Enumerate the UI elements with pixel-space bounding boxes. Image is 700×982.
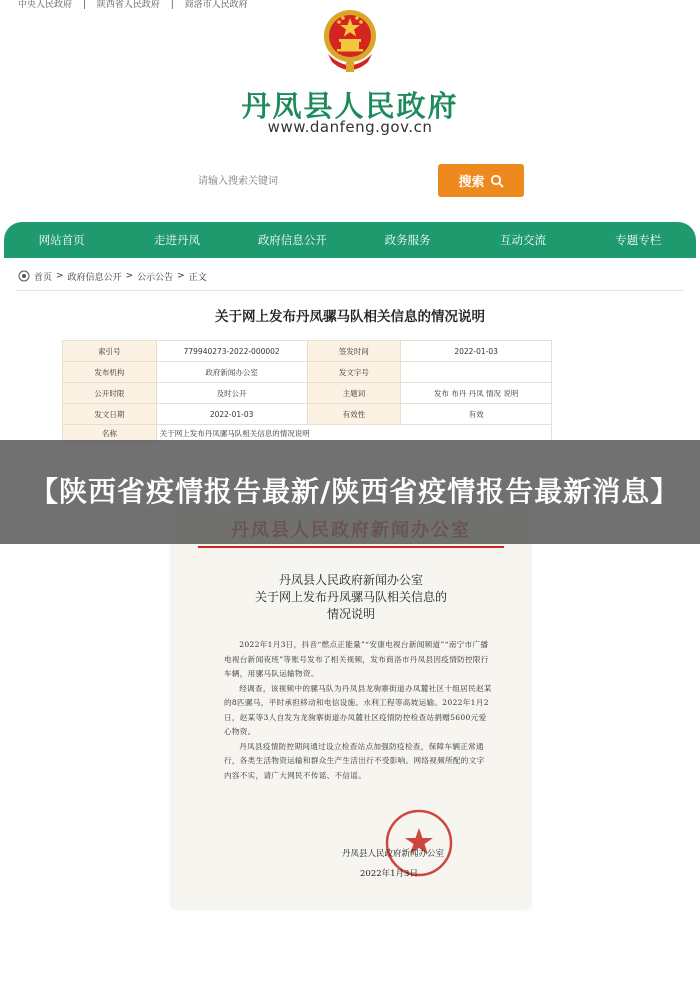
meta-label: 有效性 (307, 404, 401, 425)
meta-label: 索引号 (63, 341, 157, 362)
link-divider: | (170, 0, 174, 10)
meta-value: 779940273-2022-000002 (156, 341, 307, 362)
meta-value: 政府新闻办公室 (156, 362, 307, 383)
breadcrumb-home[interactable]: 首页 (34, 272, 53, 283)
headline-text: 【陕西省疫情报告最新/陕西省疫情报告最新消息】 (30, 475, 680, 508)
meta-value: 及时公开 (156, 383, 307, 404)
link-shangluo-gov[interactable]: 商洛市人民政府 (184, 0, 248, 10)
headline-banner (0, 440, 700, 544)
document-paragraph: 丹凤县疫情防控期间通过设立检查站点加强防疫检查，保障车辆正常通行，各类生活物资运输和群众生产生活出行不受影响。网络视频所配的文字内容不实，请广大网民不传谣、不信谣。 (224, 741, 485, 780)
document-title (172, 572, 530, 623)
meta-label: 发布机构 (63, 362, 157, 383)
main-nav (4, 222, 696, 258)
article-title: 关于网上发布丹凤骡马队相关信息的情况说明 (215, 309, 485, 325)
document-signature-date: 2022年1月3日 (360, 869, 418, 879)
meta-value: 关于网上发布丹凤骡马队相关信息的情况说明 (156, 425, 551, 443)
nav-item-about[interactable]: 走进丹凤 (153, 233, 200, 247)
breadcrumb-separator: > (177, 271, 185, 281)
meta-table (62, 340, 552, 443)
breadcrumb (18, 268, 207, 284)
link-divider: | (82, 0, 86, 10)
search-icon (490, 174, 504, 188)
table-row (63, 383, 552, 404)
meta-label: 发文日期 (63, 404, 157, 425)
nav-item-services[interactable]: 政务服务 (384, 233, 431, 247)
meta-label: 签发时间 (307, 341, 401, 362)
site-url: www.danfeng.gov.cn (267, 118, 433, 136)
table-row (63, 341, 552, 362)
breadcrumb-announcements[interactable]: 公示公告 (137, 272, 174, 283)
link-shaanxi-gov[interactable]: 陕西省人民政府 (96, 0, 160, 10)
document-body (224, 638, 492, 783)
site-title: 丹凤县人民政府 (241, 89, 459, 123)
search-input[interactable] (190, 166, 438, 196)
meta-value: 2022-01-03 (156, 404, 307, 425)
meta-value: 2022-01-03 (401, 341, 552, 362)
document-title-line: 丹凤县人民政府新闻办公室 (278, 573, 423, 587)
breadcrumb-info-disclosure[interactable]: 政府信息公开 (67, 272, 122, 283)
meta-label: 主题词 (307, 383, 401, 404)
meta-value: 有效 (401, 404, 552, 425)
document-paragraph: 经调查，该视频中的骡马队为丹凤县龙驹寨街道办凤麓社区十组居民赵某的8匹骡马，平时承担移动和电信设施、水利工程等高坡运输。2022年1月2日，赵某等3人自发为龙驹寨街道办凤麓社区疫情防控检查站捐赠5600元爱心物资。 (224, 683, 492, 736)
nav-item-info-disclosure[interactable]: 政府信息公开 (257, 233, 327, 247)
breadcrumb-separator: > (56, 271, 64, 281)
location-pin-icon (18, 270, 30, 282)
search-button-label: 搜索 (458, 175, 485, 190)
breadcrumb-divider (16, 290, 684, 291)
document-red-line (198, 546, 504, 548)
meta-value: 发布 布丹 丹凤 情况 说明 (401, 383, 552, 404)
link-central-gov[interactable]: 中央人民政府 (18, 0, 73, 10)
search-button[interactable] (438, 164, 524, 197)
meta-label: 名称 (63, 425, 157, 443)
meta-label: 公开时限 (63, 383, 157, 404)
document-photo (172, 490, 530, 908)
document-paragraph: 2022年1月3日，抖音“燃点正能量”“安康电视台新闻频道”“南宁市广播电视台新闻夜班”等账号发布了相关视频，发布商洛市丹凤县因疫情防控限行车辆，用骡马队运输物资。 (224, 640, 489, 678)
table-row (63, 362, 552, 383)
national-emblem-icon (322, 6, 378, 74)
nav-item-home[interactable]: 网站首页 (38, 233, 85, 247)
document-title-line: 关于网上发布丹凤骡马队相关信息的 (254, 590, 447, 604)
meta-label: 发文字号 (307, 362, 401, 383)
document-signature-org: 丹凤县人民政府新闻办公室 (342, 849, 445, 859)
nav-item-topics[interactable]: 专题专栏 (615, 233, 662, 247)
document-title-line: 情况说明 (326, 607, 375, 621)
table-row (63, 404, 552, 425)
meta-value (401, 362, 552, 383)
breadcrumb-separator: > (125, 271, 134, 281)
nav-item-interaction[interactable]: 互动交流 (499, 233, 546, 247)
breadcrumb-current: 正文 (188, 272, 207, 283)
